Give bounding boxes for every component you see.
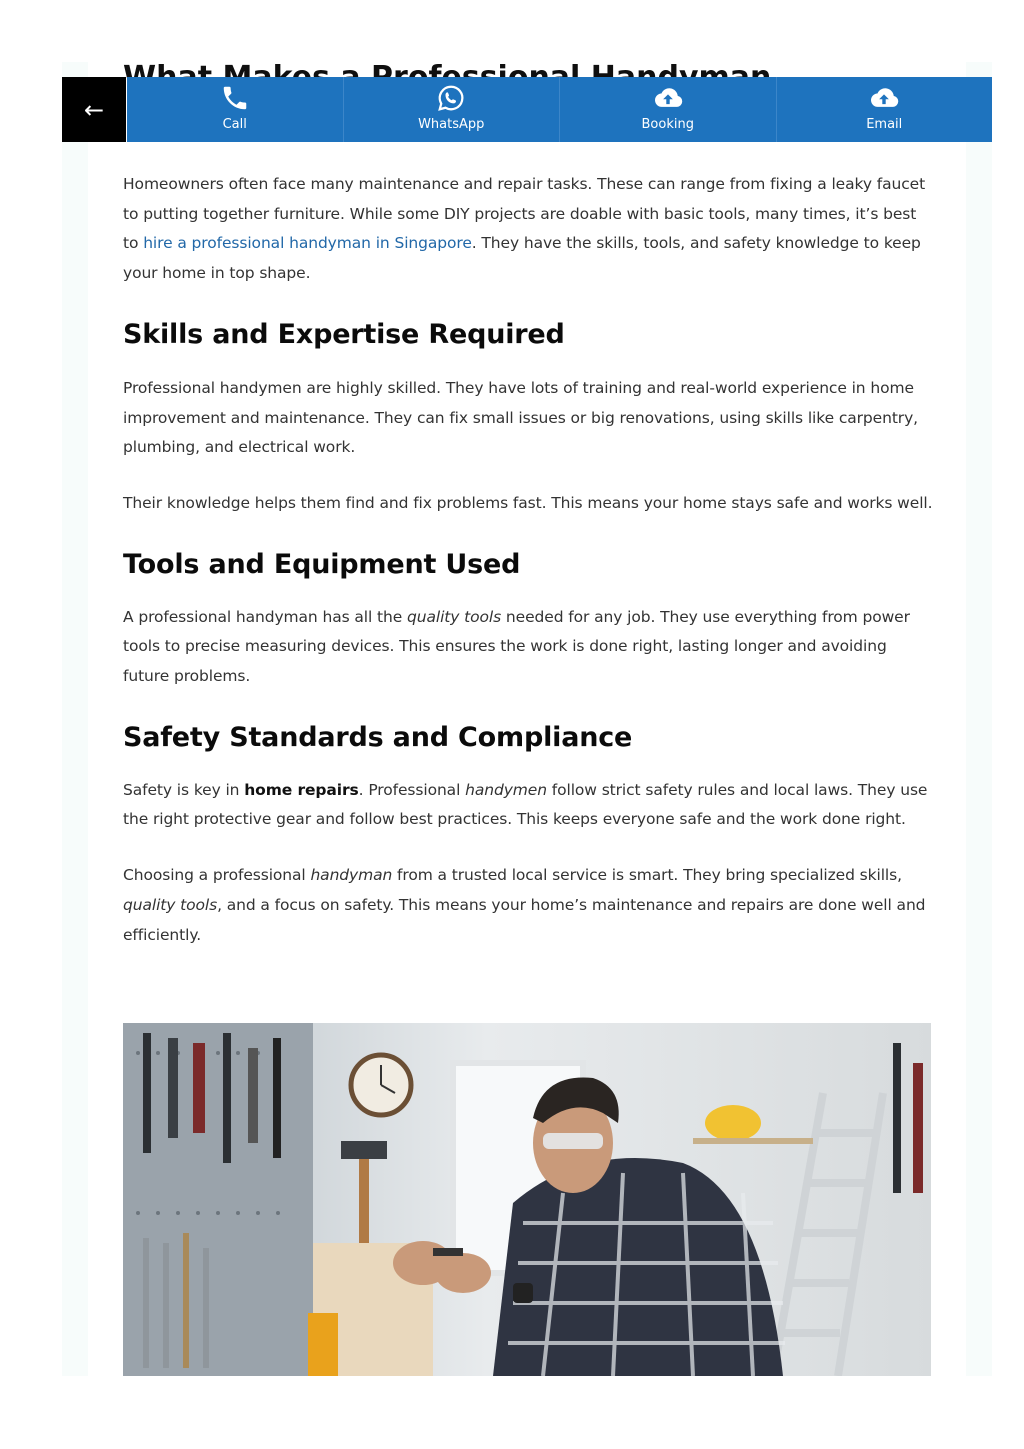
heading-skills: Skills and Expertise Required bbox=[123, 318, 565, 350]
safety-paragraph-2: Choosing a professional handyman from a trusted local service is smart. They bring specialized skills, quality tools, and a focus on safety. This means your home’s maintenance and repairs are done well and efficiently. bbox=[123, 866, 926, 944]
safety-paragraph-1: Safety is key in home repairs. Professional handymen follow strict safety rules and local laws. They use the right protective gear and follow best practices. This keeps everyone safe and the work done right. bbox=[123, 780, 928, 829]
cloud-upload-icon bbox=[867, 83, 901, 113]
heading-tools: Tools and Equipment Used bbox=[123, 548, 521, 580]
email-label: Email bbox=[866, 117, 903, 132]
phone-icon bbox=[220, 83, 250, 113]
booking-button[interactable] bbox=[560, 77, 777, 142]
whatsapp-label: WhatsApp bbox=[418, 117, 485, 132]
call-label: Call bbox=[222, 117, 247, 132]
hire-handyman-link[interactable]: hire a professional handyman in Singapore bbox=[143, 234, 472, 253]
skills-paragraph-1: Professional handymen are highly skilled. They have lots of training and real-world experience in home improvement and maintenance. They can fix small issues or big renovations, using skills like carpentry, plumbing, and electrical work. bbox=[123, 378, 918, 457]
article-content bbox=[123, 170, 933, 950]
heading-safety: Safety Standards and Compliance bbox=[123, 721, 633, 753]
handyman-photo bbox=[123, 1023, 931, 1376]
intro-paragraph: Homeowners often face many maintenance and repair tasks. These can range from fixing a leaky faucet to putting together furniture. While some DIY projects are doable with basic tools, many times, it’s best to hire a professional handyman in Singapore. They have the skills, tools, and safety knowledge to keep your home in top shape. bbox=[123, 175, 926, 283]
article bbox=[88, 62, 966, 1376]
whatsapp-icon bbox=[436, 83, 466, 113]
booking-label: Booking bbox=[641, 117, 694, 132]
call-button[interactable] bbox=[127, 77, 344, 142]
skills-paragraph-2: Their knowledge helps them find and fix problems fast. This means your home stays safe and works well. bbox=[123, 493, 933, 512]
email-button[interactable] bbox=[777, 77, 993, 142]
whatsapp-button[interactable] bbox=[344, 77, 561, 142]
tools-paragraph: A professional handyman has all the quality tools needed for any job. They use everything from power tools to precise measuring devices. This ensures the work is done right, lasting longer and avoiding future problems. bbox=[123, 607, 910, 686]
cloud-upload-icon bbox=[651, 83, 685, 113]
back-button[interactable]: ← bbox=[62, 77, 126, 142]
contact-bar bbox=[127, 77, 992, 142]
